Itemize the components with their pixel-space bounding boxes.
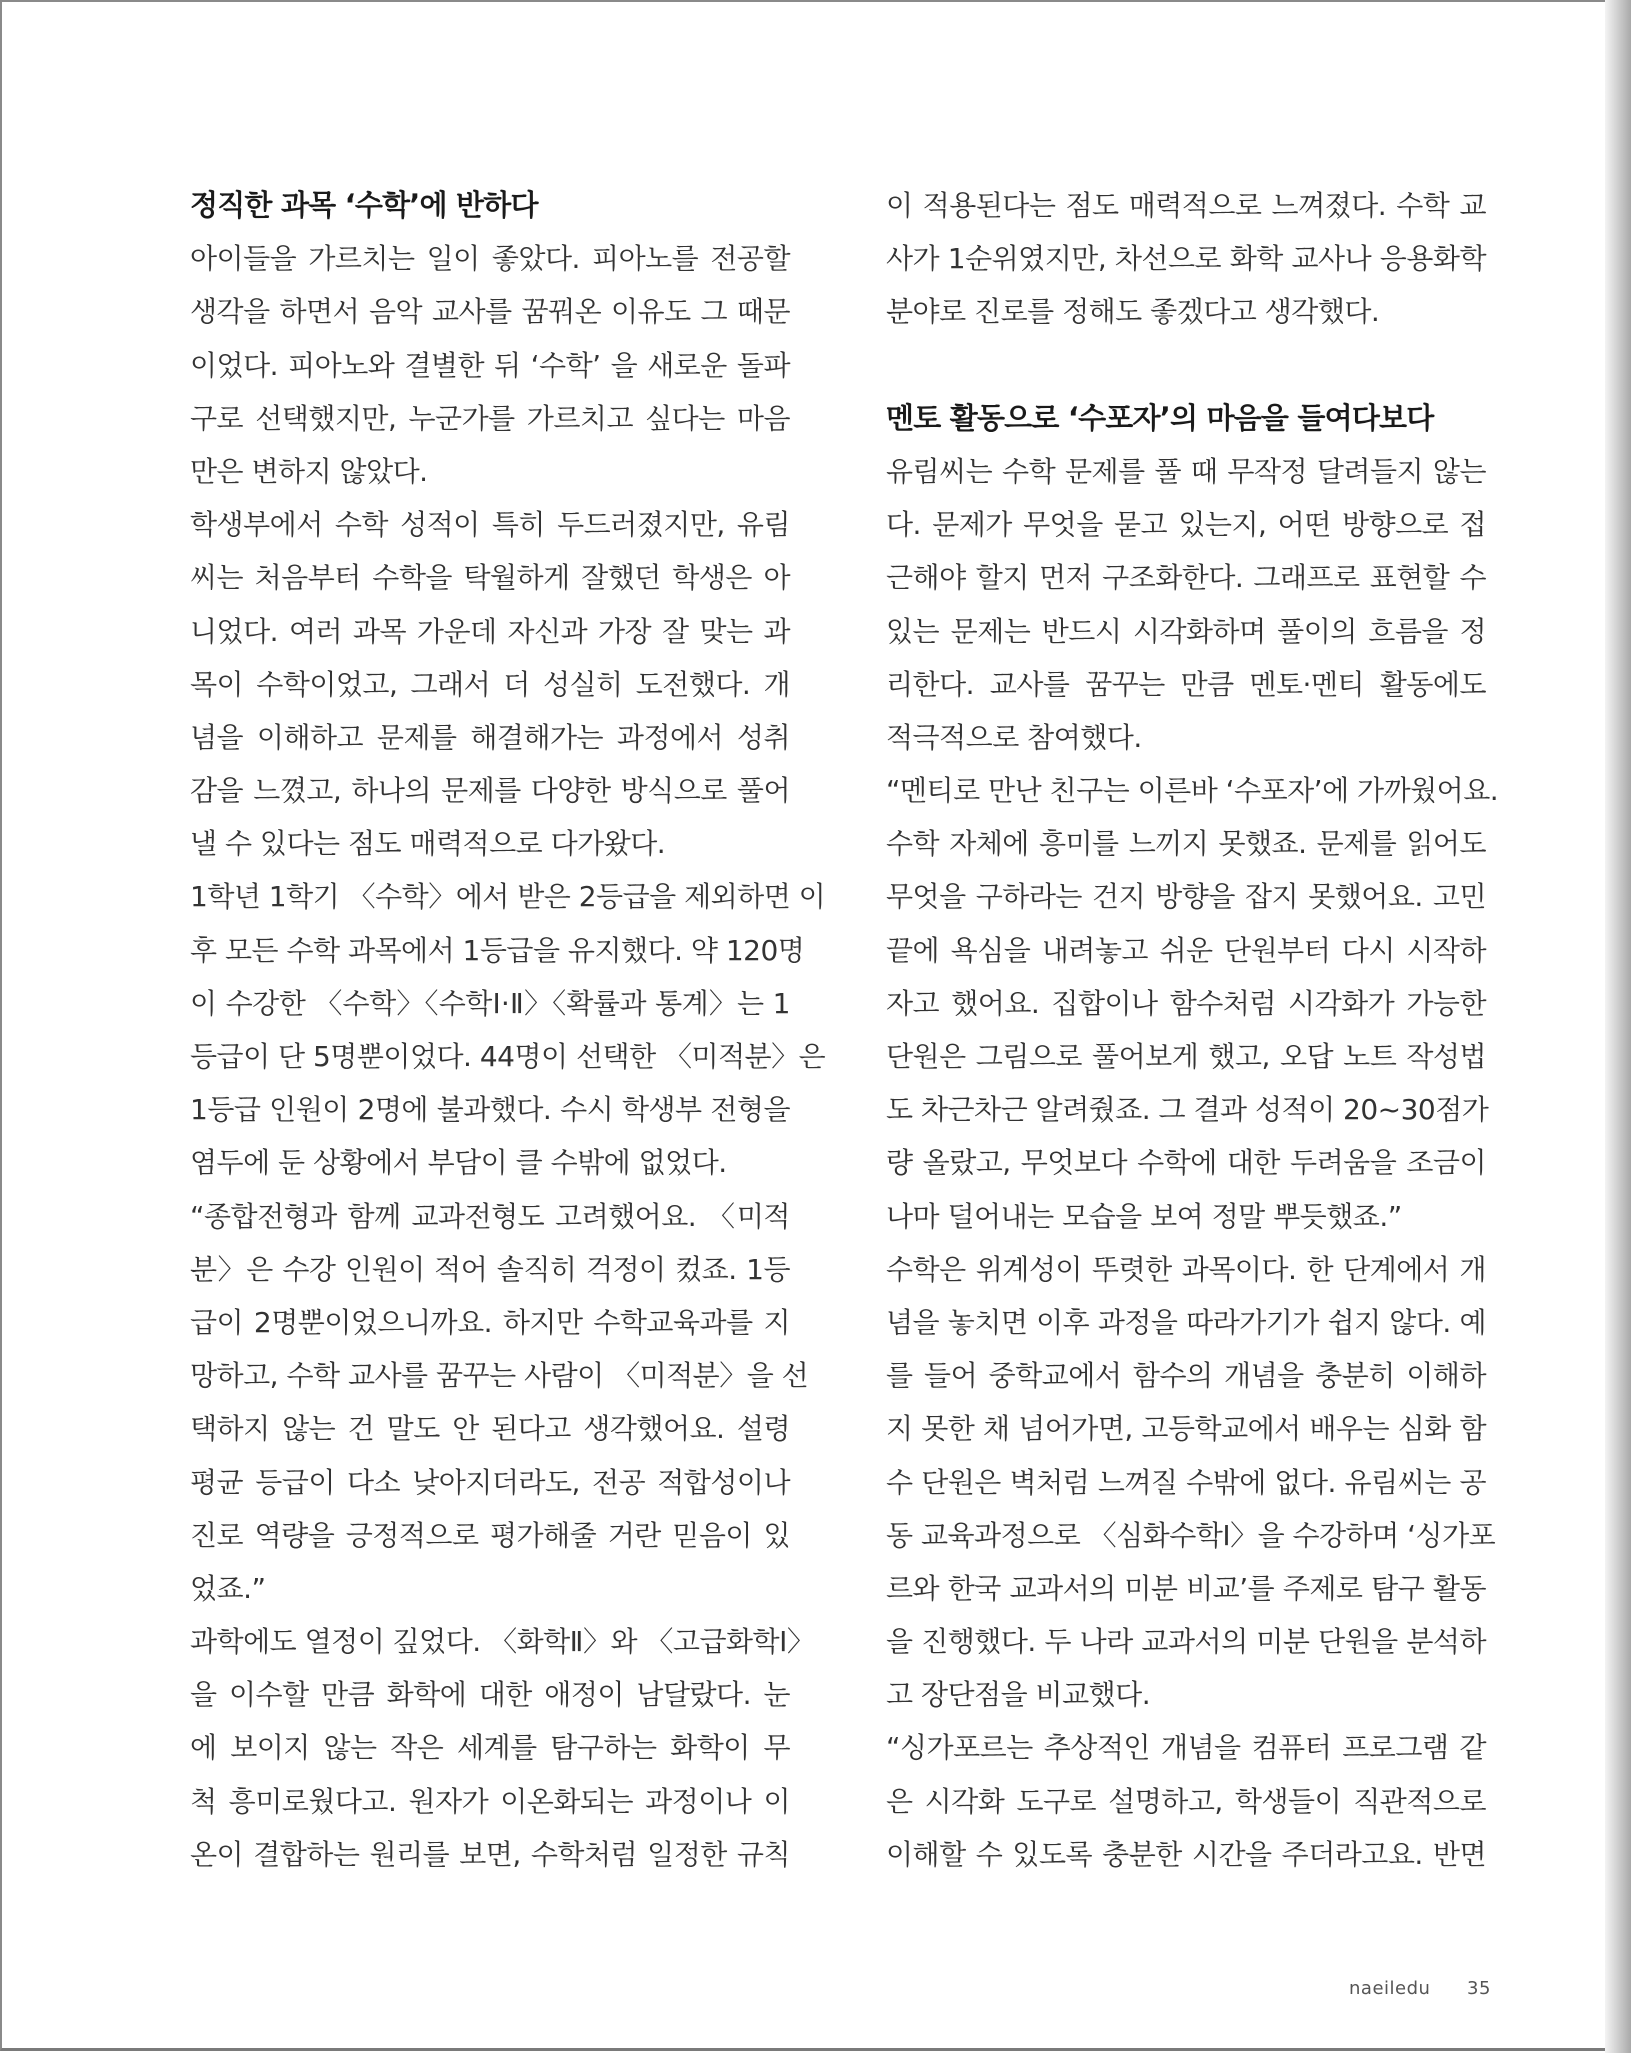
body-text-line: 목이 수학이었고, 그래서 더 성실히 도전했다. 개 (190, 667, 790, 701)
body-text-line: 도 차근차근 알려줬죠. 그 결과 성적이 20~30점가 (886, 1093, 1489, 1127)
body-text-line: 감을 느꼈고, 하나의 문제를 다양한 방식으로 풀어 (190, 774, 790, 808)
body-text-line: 평균 등급이 다소 낮아지더라도, 전공 적합성이나 (190, 1465, 790, 1499)
body-text-line: 다. 문제가 무엇을 묻고 있는지, 어떤 방향으로 접 (886, 508, 1486, 542)
body-text-line: 학생부에서 수학 성적이 특히 두드러졌지만, 유림 (190, 508, 790, 542)
body-text-line: 근해야 할지 먼저 구조화한다. 그래프로 표현할 수 (886, 561, 1486, 595)
body-text-line: 적극적으로 참여했다. (886, 720, 1142, 754)
body-text-line: 염두에 둔 상황에서 부담이 클 수밖에 없었다. (190, 1146, 727, 1180)
article-right-column (886, 179, 1499, 1881)
body-text-line: 에 보이지 않는 작은 세계를 탐구하는 화학이 무 (190, 1731, 790, 1765)
body-text-line: 분야로 진로를 정해도 좋겠다고 생각했다. (886, 295, 1380, 329)
body-text-line: 자고 했어요. 집합이나 함수처럼 시각화가 가능한 (886, 986, 1486, 1020)
body-text-line: 끝에 욕심을 내려놓고 쉬운 단원부터 다시 시작하 (886, 933, 1486, 967)
body-text-line: 을 진행했다. 두 나라 교과서의 미분 단원을 분석하 (886, 1625, 1486, 1659)
body-text-line: 구로 선택했지만, 누군가를 가르치고 싶다는 마음 (190, 401, 790, 435)
body-text-line: 유림씨는 수학 문제를 풀 때 무작정 달려들지 않는 (886, 454, 1486, 488)
footer-brand: naeiledu (1349, 1978, 1431, 1999)
body-text-line: 리한다. 교사를 꿈꾸는 만큼 멘토·멘티 활동에도 (886, 667, 1486, 701)
body-text-line: 이해할 수 있도록 충분한 시간을 주더라고요. 반면 (886, 1837, 1486, 1871)
body-text-line: 진로 역량을 긍정적으로 평가해줄 거란 믿음이 있 (190, 1518, 790, 1552)
body-text-line: 만은 변하지 않았다. (190, 454, 428, 488)
body-text-line: 등급이 단 5명뿐이었다. 44명이 선택한 〈미적분〉은 (190, 1040, 826, 1073)
body-text-line: 급이 2명뿐이었으니까요. 하지만 수학교육과를 지 (190, 1305, 790, 1339)
body-text-line: 아이들을 가르치는 일이 좋았다. 피아노를 전공할 (190, 242, 790, 276)
body-text-line: 을 이수할 만큼 화학에 대한 애정이 남달랐다. 눈 (190, 1678, 790, 1712)
body-text-line: 척 흥미로웠다고. 원자가 이온화되는 과정이나 이 (190, 1784, 790, 1818)
body-text-line: 단원은 그림으로 풀어보게 했고, 오답 노트 작성법 (886, 1040, 1486, 1073)
page-edge-shadow (1605, 0, 1631, 2053)
body-text-line: 었죠.” (190, 1571, 266, 1605)
body-text-line: 1학년 1학기 〈수학〉에서 받은 2등급을 제외하면 이 (190, 880, 826, 914)
body-text-line: 망하고, 수학 교사를 꿈꾸는 사람이 〈미적분〉을 선 (190, 1359, 809, 1393)
body-text-line: “종합전형과 함께 교과전형도 고려했어요. 〈미적 (190, 1199, 790, 1233)
body-text-line: 동 교육과정으로 〈심화수학Ⅰ〉을 수강하며 ‘싱가포 (886, 1518, 1496, 1552)
body-text-line: 택하지 않는 건 말도 안 된다고 생각했어요. 설령 (190, 1412, 790, 1446)
body-text-line: 이 수강한 〈수학〉〈수학Ⅰ·Ⅱ〉〈확률과 통계〉는 1 (190, 986, 790, 1020)
body-text-line: 수학은 위계성이 뚜렷한 과목이다. 한 단계에서 개 (886, 1252, 1486, 1286)
page-number: 35 (1467, 1978, 1491, 1999)
body-text-line: 수학 자체에 흥미를 느끼지 못했죠. 문제를 읽어도 (886, 827, 1486, 861)
body-text-line: 를 들어 중학교에서 함수의 개념을 충분히 이해하 (886, 1359, 1486, 1393)
body-text-line: 고 장단점을 비교했다. (886, 1678, 1151, 1712)
body-text-line: 니었다. 여러 과목 가운데 자신과 가장 잘 맞는 과 (190, 614, 790, 648)
body-text-line: 수 단원은 벽처럼 느껴질 수밖에 없다. 유림씨는 공 (886, 1465, 1486, 1499)
body-text-line: 생각을 하면서 음악 교사를 꿈꿔온 이유도 그 때문 (190, 295, 790, 329)
body-text-line: 온이 결합하는 원리를 보면, 수학처럼 일정한 규칙 (190, 1837, 790, 1871)
body-text-line: 념을 이해하고 문제를 해결해가는 과정에서 성취 (190, 720, 790, 754)
body-text-line: 량 올랐고, 무엇보다 수학에 대한 두려움을 조금이 (886, 1146, 1486, 1180)
body-text-line: 은 시각화 도구로 설명하고, 학생들이 직관적으로 (886, 1784, 1486, 1818)
body-text-line: 이 적용된다는 점도 매력적으로 느껴졌다. 수학 교 (886, 189, 1486, 222)
body-text-line: 있는 문제는 반드시 시각화하며 풀이의 흐름을 정 (886, 614, 1486, 648)
body-text-line: 1등급 인원이 2명에 불과했다. 수시 학생부 전형을 (190, 1093, 790, 1127)
body-text-line: 후 모든 수학 과목에서 1등급을 유지했다. 약 120명 (190, 933, 805, 967)
body-text-line: “멘티로 만난 친구는 이른바 ‘수포자’에 가까웠어요. (886, 774, 1499, 808)
section-heading: 정직한 과목 ‘수학’에 반하다 (190, 188, 538, 222)
body-text-line: 지 못한 채 넘어가면, 고등학교에서 배우는 심화 함 (886, 1412, 1486, 1446)
body-text-line: 무엇을 구하라는 건지 방향을 잡지 못했어요. 고민 (886, 880, 1486, 914)
body-text-line: 르와 한국 교과서의 미분 비교’를 주제로 탐구 활동 (886, 1571, 1486, 1605)
body-text-line: 념을 놓치면 이후 과정을 따라가기가 쉽지 않다. 예 (886, 1305, 1486, 1339)
body-text-line: 분〉은 수강 인원이 적어 솔직히 걱정이 컸죠. 1등 (190, 1252, 790, 1286)
section-heading: 멘토 활동으로 ‘수포자’의 마음을 들여다보다 (886, 400, 1434, 435)
blank-line (886, 339, 1486, 392)
body-text-line: 사가 1순위였지만, 차선으로 화학 교사나 응용화학 (886, 242, 1486, 276)
article-left-column (190, 179, 826, 1881)
body-text-line: 나마 덜어내는 모습을 보여 정말 뿌듯했죠.” (886, 1199, 1402, 1233)
body-text-line: 낼 수 있다는 점도 매력적으로 다가왔다. (190, 827, 666, 861)
body-text-line: 씨는 처음부터 수학을 탁월하게 잘했던 학생은 아 (190, 561, 790, 595)
body-text-line: “싱가포르는 추상적인 개념을 컴퓨터 프로그램 같 (886, 1731, 1486, 1765)
body-text-line: 이었다. 피아노와 결별한 뒤 ‘수학’ 을 새로운 돌파 (190, 348, 790, 382)
body-text-line: 과학에도 열정이 깊었다. 〈화학Ⅱ〉와 〈고급화학Ⅰ〉 (190, 1625, 815, 1659)
